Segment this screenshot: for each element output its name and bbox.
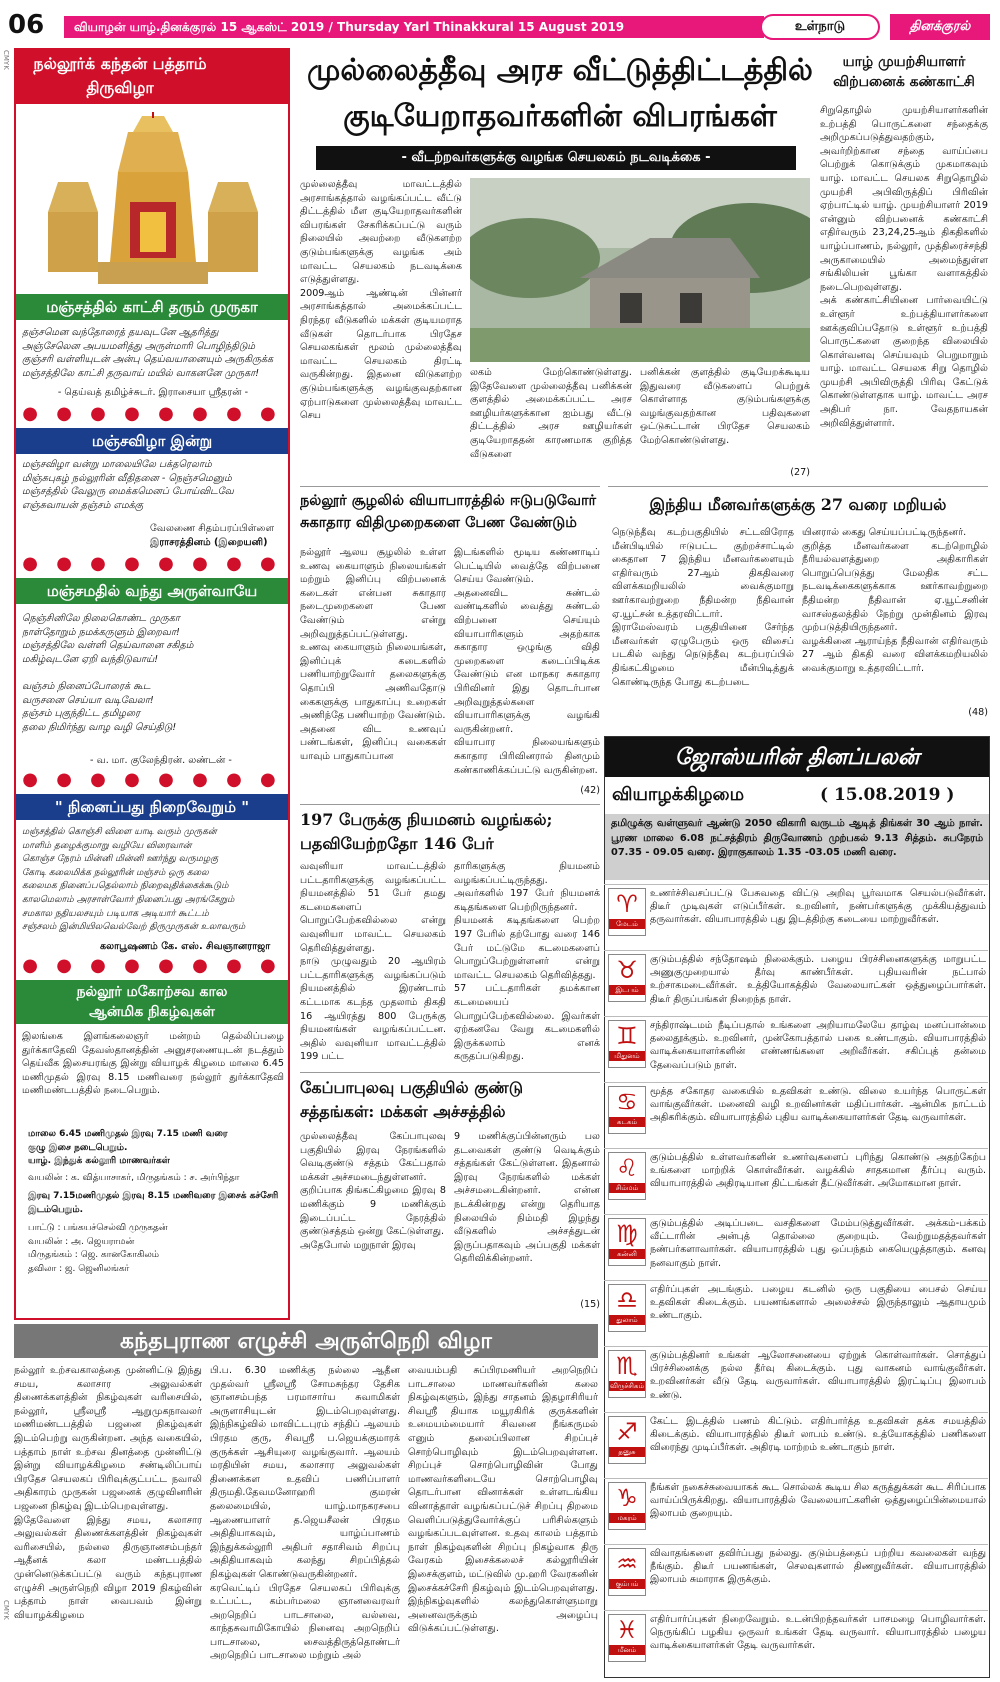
section-body: நெஞ்சினிலே நிலைகொண்ட முருகா நாள்தோறும் நமக்கருளும் இறைவா! மஞ்சத்திலே வள்ளி தெய்வானை சகிதம் மகிழ்வுடனே ஏறி வந்திடுவாய்! வஞ்சம் நினைப்போரைக் கூட வருசனை செய்யா வடிவேலா! தஞ்சம் புகுந்திட்ட தமிழரை தலை நிமிர்ந்து வாழ வழி செய்திடு! xyxy=(22,613,194,733)
blast-body: முல்லைத்தீவு கேப்பாபுலவு பகுதியில் இரவு நேரங்களில் வெடிகுண்டு சத்தம் கேட்பதால் மக்கள் அச்சமடைந்துள்ளனர். குறிப்பாக திங்கட்கிழமை இரவு 8 மணிக்கும் 9 மணிக்கும் இடைப்பட்ட நேரத்தில் குண்டுசத்தம் ஒன்று கேட்டுள்ளது. அதேபோல் மறுநாள் இரவு xyxy=(300,1131,446,1251)
lead-subhead: - வீடற்றவர்களுக்கு வழங்க செயலகம் நடவடிக்கை - xyxy=(316,146,796,170)
zodiac-glyph: ♉ xyxy=(616,956,638,984)
zodiac-sign-icon xyxy=(608,1218,646,1266)
zodiac-glyph: ♑ xyxy=(616,1484,638,1512)
zodiac-glyph: ♓ xyxy=(616,1616,638,1644)
zodiac-prediction: நீங்கள் நகைச்சுவையாகக் கூட சொல்லக் கூடிய சில கருத்துக்கள் கூட சிரிப்பாக வாய்ப்பிருக்கிறது. வியாபாரத்தில் வேலையாட்களின் ஒத்துழைப்பின்மையால் இலாபம் குறையும். xyxy=(650,1482,986,1520)
fish-headline: இந்திய மீனவர்களுக்கு 27 வரை மறியல் xyxy=(649,495,947,514)
section-body: மஞ்சவிழா வன்று மாலையிலே பக்தரெலாம் மிஞ்சுபுகழ் நல்லூரின் வீதிதனை - நெஞ்சமெனும் மஞ்சத்தில் வேலுரு மைக்கமெனப் போய்விடவே எஞ்சுவாயன் தஞ்சம் எமக்கு xyxy=(22,459,234,511)
appoint-body: வவுனியா மாவட்டத்தில் பட்டதாரிகளுக்கு வழங்கப்பட்ட நியமனத்தில் 51 பேர் தமது கடமைகளைப் பொறுப்பேற்கவில்லை என்று வவுனியா மாவட்ட செயலகம் தெரிவித்துள்ளது. நாடு முழுவதும் 20 ஆயிரம் பட்டதாரிகளுக்கு வழங்கப்படும் நியமனத்தில் இரண்டாம் கட்டமாக கடந்த முதலாம் திகதி 16 ஆயிரத்து 800 பேருக்கு நியமனங்கள் வழங்கப்பட்டன. அதில் வவுனியா மாவட்டத்தில் 199 பட்ட xyxy=(300,861,446,1063)
schedule: இரவு 7.15மணிமுதல் இரவு 8.15 மணிவரை இசைக் கச்சேரி இடம்பெறும். xyxy=(28,1191,279,1215)
lead-body: முல்லைத்தீவு மாவட்டத்தில் அரசாங்கத்தால் வழங்கப்பட்ட வீட்டு திட்டத்தில் மீள குடியேறாதவர்களின் விபரங்கள் சேகரிக்கப்பட்டு வரும் நிலையில் அவற்றை வீடுகளற்ற குடும்பங்களுக்கு வழங்க அம் மாவட்ட செயலகம் நடவடிக்கை எடுத்துள்ளது. 2009ஆம் ஆண்டின் பின்னர் அரசாங்கத்தால் அமைக்கப்பட்ட நிரந்தர வீடுகளில் மக்கள் குடியமராத வீடுகள் தொடர்பாக பிரதேச செயலகங்கள் மூலம் முல்லைத்தீவு மாவட்ட செயலகம் திரட்டி வருகின்றது. இதனை விடுகளற்ற குடும்பங்களுக்கு வழங்குவதற்கான ஏற்பாடுகளை முல்லைத்தீவு மாவட்ட செய xyxy=(300,179,462,422)
lead-headline: முல்லைத்தீவு அரச வீட்டுத்திட்டத்தில் xyxy=(307,53,813,88)
zodiac-sign-icon xyxy=(608,954,646,1002)
blast-headline: கேப்பாபுலவு பகுதியில் குண்டு xyxy=(300,1078,524,1097)
fish-body: நெடுந்தீவு கடற்பகுதியில் சட்டவிரோத மீன்பிடியில் ஈடுபட்ட குற்றச்சாட்டில் கைதான 7 இந்திய மீனவர்களையும் எதிர்வரும் 27ஆம் திகதிவரை விளக்கமறியலில் வைக்குமாறு ஊர்காவற்றுறை நீதிமன்ற நீதிவான் ஏ.யூட்சன் உத்தரவிட்டார். இராமேஸ்வரம் பகுதியினை சேர்ந்த மீனவர்கள் ஏழுபேரும் ஒரு விசைப் படகில் வந்து நெடுந்தீவு கடற்பரப்பில் திங்கட்கிழமை மீன்பிடித்துக் கொண்டிருந்த போது கடற்படை xyxy=(612,527,794,688)
zodiac-sign-icon xyxy=(608,1350,646,1398)
appoint-body: தாரிகளுக்கு நியமனம் வழங்கப்பட்டிருந்தது. அவர்களில் 197 பேர் நியமனக் கடிதங்களை பெற்றிருந்தனர். நியமனக் கடிதங்களை பெற்ற 197 பேரில் தற்போது வரை 146 பேர் மட்டுமே கடமைகளைப் பொறுப்பேற்றுள்ளனர் என்று மாவட்ட செயலகம் தெரிவித்தது. 57 பட்டதாரிகள் தமக்கான கடமையைப் பொறுப்பேற்கவில்லை. இவர்கள் ஏற்கனவே வேறு கடமைகளில் இருக்கலாம் எனக் கருதப்படுகிறது. xyxy=(454,861,600,1063)
zodiac-name: மிதுனம் xyxy=(609,1051,645,1061)
zodiac-sign-icon xyxy=(608,1614,646,1662)
zodiac-prediction: கேட்ட இடத்தில் பணம் கிட்டும். எதிர்பார்த்த உதவிகள் தக்க சமயத்தில் கிடைக்கும். வியாபாரத்தில் திடீர் லாபம் உண்டு. உத்யோகத்தில் பணிகளை விரைந்து முடிப்பீர்கள். அதிரடி மாற்றம் உண்டாகும் நாள். xyxy=(650,1416,986,1454)
nallur-body: இடங்களில் மூடிய கண்ணாடிப் பெட்டியில் வைத்தே விற்பனை செய்ய வேண்டும். அதனைவிட சுண்டல் வண்டிகளில் வைத்து சுண்டல் விற்பனை செய்யும் வியாபாரிகளும் அதற்காக சுகாதார ஒழுங்கு விதி முறைகளை கடைப்பிடிக்க வேண்டும் என மாநகர சுகாதார பிரிவினர் இது தொடர்பான அறிவுறுத்தல்களை வியாபாரிகளுக்கு வழங்கி வருகின்றனர். வியாபார நிலையங்களும் சுகாதார பிரிவினரால் தினமும் கண்காணிக்கப்பட்டு வருகின்றன. xyxy=(454,547,600,776)
section-body: மஞ்சத்தில் கொஞ்சி விளை யாடி வரும் முருகன் மாளிம் தழைக்குமாறு வழியே விரைவான் கொஞ்ச நேரம் மின்னி மின்னி ஊர்ந்து வருமழகு கோடி கலைமிக்க நல்லூரின் மஞ்சம் ஒரு கலை கலைமக நினைப்பதெல்லாம் நிறைவுதிக்கைக்கூடும் காலமெலாம் அரசாள்வோர் நினைப்பது அரங்கேறும் சமகால நதியலசயும் படியாக அடியார் கூட்டம் சஞ்சலம் இன்மியிலவெல்வேற் திருமுருகன் உலாவரும் xyxy=(22,827,246,933)
horoscope-sign-row xyxy=(604,1478,988,1545)
author: வேலணை சிதம்பரப்பிள்ளை xyxy=(150,523,275,534)
zodiac-prediction: குடும்பத்தில் அடிப்படை வசதிகளை மேம்படுத்துவீர்கள். அக்கம்-பக்கம் வீட்டாரின் அன்புத் தொல்லை குறையும். வேற்றுமதத்தவர்கள் நண்பர்களாவார்கள். வியாபாரத்தில் புது ஒப்பந்தம் கையெழுத்தாகும். கனவு நனவாகும் நாள். xyxy=(650,1218,986,1269)
zodiac-name: கும்பம் xyxy=(609,1579,645,1589)
lead-headline: குடியேறாதவர்களின் விபரங்கள் xyxy=(343,99,777,134)
zodiac-sign-icon xyxy=(608,1482,646,1530)
horoscope-sign-row xyxy=(604,1280,988,1347)
section-title: மஞ்சத்தில் காட்சி தரும் முருகா xyxy=(16,294,288,320)
rule xyxy=(300,486,600,487)
horoscope-day: வியாழக்கிழமை xyxy=(612,784,745,805)
zodiac-name: கன்னி xyxy=(609,1249,645,1259)
zodiac-glyph: ♊ xyxy=(616,1022,638,1050)
zodiac-glyph: ♍ xyxy=(616,1220,638,1248)
author: - தெய்வத் தமிழ்ச்சுடர். இராசையா ஸ்ரீதரன் - xyxy=(57,387,249,398)
page-number: 06 xyxy=(8,10,45,40)
section-title: மஞ்சமதில் வந்து அருள்வாயே xyxy=(16,578,288,604)
horoscope-sign-row xyxy=(604,1148,988,1215)
zodiac-prediction: மூத்த சகோதர வகையில் உதவிகள் உண்டு. விலை உயர்ந்த பொருட்கள் வாங்குவீர்கள். மனைவி வழி உறவினர்கள் மதிப்பார்கள். ஆன்மிக நாட்டம் அதிகரிக்கும். வியாபாரத்தில் புதிய வாடிக்கையாளர்கள் தேடி வருவார்கள். xyxy=(650,1086,986,1124)
kantha-banner: கந்தபுராண எழுச்சி அருள்நெறி விழா xyxy=(14,1324,598,1358)
expo-headline: யாழ் முயற்சியாளர் விற்பனைக் கண்காட்சி xyxy=(833,54,975,90)
zodiac-name: மகரம் xyxy=(609,1513,645,1523)
zodiac-prediction: எதிர்பார்ப்புகள் நிறைவேறும். உடன்பிறந்தவர்கள் பாசமழை பொழிவார்கள். நெருங்கிப் பழகிய ஒருவர் உங்கள் தேடி வருவார். வியாபாரத்தில் பழைய வாடிக்கையாளர்கள் தேடி வருவார்கள். xyxy=(650,1614,986,1652)
horoscope-date: ( 15.08.2019 ) xyxy=(820,785,955,805)
horoscope-sign-row xyxy=(604,1544,988,1611)
horoscope-sign-row xyxy=(604,1346,988,1413)
horoscope-sign-row xyxy=(604,1016,988,1083)
section-title: " நினைப்பது நிறைவேறும் " xyxy=(16,794,288,820)
zodiac-sign-icon xyxy=(608,888,646,936)
fish-body: யினரால் கைது செய்யப்பட்டிருந்தனர். குறித்த மீனவர்களை கடற்றொழில் நீரியல்வளத்துறை அதிகாரிகள் பொறுப்பெடுத்து மேலதிக சட்ட நடவடிக்கைகளுக்காக ஊர்காவற்றுறை நீதிமன்ற நீதிவான் ஏ.யூட்சனின் வாசஸ்தலத்தில் நேற்று முன்தினம் இரவு முற்படுத்தியிருந்தனர். வழக்கினை ஆராய்ந்த நீதிவான் எதிர்வரும் 27 ஆம் திகதி வரை விளக்கமறியலில் வைக்குமாறு உத்தரவிட்டார். xyxy=(802,527,988,674)
horoscope-sign-row xyxy=(604,1082,988,1149)
festival-banner-title: நல்லூர்க் கந்தன் பத்தாம் திருவிழா xyxy=(33,54,207,97)
zodiac-name: துலாம் xyxy=(609,1315,645,1325)
logo: தினக்குரல் xyxy=(890,14,990,40)
author: இராசரத்தினம் (இறையனி) xyxy=(150,537,268,548)
zodiac-prediction: குடும்பத்தில் உள்ளவர்களின் உணர்வுகளைப் புரிந்து கொண்டு அதற்கேற்ப உங்களை மாற்றிக் கொள்வீர்கள். வழக்கில் சாதகமான தீர்ப்பு வரும். வியாபாரத்தில் அதிரடியான திட்டங்கள் தீட்டுவீர்கள். அமோகமான நாள். xyxy=(650,1152,986,1190)
author: - வ. மா. குலேந்திரன். லண்டன் - xyxy=(90,755,232,766)
temple-image xyxy=(18,112,282,288)
kantha-body: பி.ப. 6.30 மணிக்கு நல்லை ஆதீன முதல்வர் ஸ்ரீலஸ்ரீ சோமசுந்தர தேசிக ஞானசம்பந்த பரமாசார்ய சுவாமிகள் அருளாசியுடன் இடம்பெறவுள்ளது. இந்நிகழ்வில் மாவிட்டபுரம் சந்திப் ஆலயம் பிரதம குரு, சிவஸ்ரீ ப.ஜெயக்குமாரக் குருக்கள் ஆசியுரை வழங்குவார். ஆலயம் மரதியின் சமய, கலாசார அலுவல்கள் திணைக்கள உதவிப் பணிப்பாளர் திருமதி.தேவமனோஹரி குமரன் தலைமையில், யாழ்.மாநகரசபை ஆணையாளர் த.ஜெயசீலன் பிரதம அதிதியாகவும், யாழ்ப்பாணம் இந்துக்கல்லூரி அதிபர் சதாசிவம் சிறப்பு அதிதியாகவும் கலந்து சிறப்பித்தல் நிகழ்வுகள் கொண்டுவருகின்றனர். கரவெட்டிப் பிரதேச செயலகப் பிரிவுக்கு உட்பட்ட, கம்பர்மலை ஞானவைரவர் அறநெறிப் பாடசாலை, வல்வை, காந்தசுவாமிகோயில் நினைவு அறநெறிப் பாடசாலை, சைவத்திருத்தொண்டர் அறநெறிப் பாடசாலை மற்றும் அல் xyxy=(210,1365,400,1662)
article-ref: (27) xyxy=(790,467,810,478)
author: கலாபூஷணம் கே. எஸ். சிவஞானராஜா xyxy=(100,941,271,952)
zodiac-sign-icon xyxy=(608,1284,646,1332)
divider-dots: ● ● ● ● ● ● ● ● xyxy=(22,404,282,424)
divider-dots: ● ● ● ● ● ● ● ● xyxy=(22,770,282,790)
zodiac-sign-icon xyxy=(608,1086,646,1134)
schedule: பாட்டு : பங்கயச்செல்வி முருகதன் வயலின் : அ. ஜெயராமன் மிருதங்கம் : ஜெ. கானகோகிலம் தவிலா : ஜ. ஜெனிலங்கர் xyxy=(28,1223,168,1274)
zodiac-sign-icon xyxy=(608,1020,646,1068)
zodiac-glyph: ♎ xyxy=(616,1286,638,1314)
zodiac-name: மேடம் xyxy=(609,919,645,929)
zodiac-prediction: எதிர்ப்புகள் அடங்கும். பழைய கடனில் ஒரு பகுதியை பைசல் செய்ய உதவிகள் கிடைக்கும். பயணங்களால் அலைச்சல் இருந்தாலும் ஆதாயமும் உண்டாகும். xyxy=(650,1284,986,1322)
zodiac-prediction: விவாதங்களை தவிர்ப்பது நல்லது. குடும்பத்தைப் பற்றிய கவலைகள் வந்து நீங்கும். திடீர் பயணங்கள், செலவுகளால் திணறுவீர்கள். வியாபாரத்தில் இலாபம் சுமாராக இருக்கும். xyxy=(650,1548,986,1586)
article-ref: (48) xyxy=(968,707,988,718)
horoscope-sign-row xyxy=(604,950,988,1017)
schedule: வயலின் : க. வித்யாசாகர், மிருதங்கம் : ச. அர்பிந்தா xyxy=(28,1173,240,1183)
divider-dots: ● ● ● ● ● ● ● ● xyxy=(22,554,282,574)
horoscope-intro: தமிழுக்கு வள்ளுவர் ஆண்டு 2050 விகாரி வருடம் ஆடித் திங்கள் 30 ஆம் நாள். பூரண மாலை 6.08 நட்சத்திரம் திருவோணம் முற்பகல் 9.13 சித்தம். சுபநேரம் 07.35 - 09.05 வரை. இராகுகாலம் 1.35 -03.05 மணி வரை. xyxy=(605,814,989,880)
zodiac-sign-icon xyxy=(608,1548,646,1596)
zodiac-glyph: ♏ xyxy=(616,1352,638,1380)
lead-body: லகம் மேற்கொண்டுள்ளது. இதேவேளை முல்லைத்தீவு பனிக்கன் குளத்தில் அமைக்கப்பட்ட அரச ஊழியர்களுக்கான ஐம்பது வீட்டு திட்டத்தில் அரச ஊழியர்கள் குடியேறாததன் காரணமாக குறித்த வீடுகளை xyxy=(470,367,632,460)
section-label: உள்நாடு xyxy=(760,14,880,40)
rule xyxy=(608,486,988,487)
zodiac-glyph: ♒ xyxy=(616,1550,638,1578)
blast-body: 9 மணிக்குப்பின்னரும் பல தடவைகள் குண்டு வெடிக்கும் சத்தங்கள் கேட்டுள்ளன. இதனால் இரவு நேரங்களில் மக்கள் அச்சமடைகின்றனர். என்ன நடக்கின்றது என்று தெரியாத நிலையில் நிம்மதி இழந்து வீடுகளில் அச்சத்துடன் இருப்பதாகவும் அப்பகுதி மக்கள் தெரிவிக்கின்றனர். xyxy=(454,1131,600,1265)
schedule: மாலை 6.45 மணிமுதல் இரவு 7.15 மணி வரை குழு இசை நடைபெறும். யாழ். இந்துக் கல்லூரி மாணவர்கள் xyxy=(28,1129,228,1167)
house-photo xyxy=(470,178,810,362)
section-title: மஞ்சவிழா இன்று xyxy=(16,428,288,454)
divider-dots: ● ● ● ● ● ● ● ● xyxy=(22,956,282,976)
zodiac-prediction: உணர்ச்சிவசப்பட்டு பேசுவதை விட்டு அறிவு பூர்வமாக செயல்படுவீர்கள். திடீர் முடிவுகள் எடுப்பீர்கள். உறவினர், நண்பர்களுக்கு முக்கியத்துவம் தருவார்கள். வியாபாரத்தில் புது இடத்திற்கு கடையை மாற்றுவீர்கள். xyxy=(650,888,986,926)
rule xyxy=(300,804,600,805)
kantha-body: நல்லூர் உற்சவகாலத்தை முன்னிட்டு இந்து சமய, கலாசார அலுவல்கள் திணைக்களத்தின் நிகழ்வுகள் வரிசையில், நல்லூர், ஸ்ரீலஸ்ரீ ஆறுமுகநாவலர் மணிமண்டபத்தில் பஜனை நிகழ்வுகள் இடம்பெற்று வருகின்றன. அந்த வகையில், பத்தாம் நாள் உற்சவ தினத்தை முன்னிட்டு இன்று வியாழக்கிழமை சண்டிலிப்பாய் பிரதேச செயலகப் பிரிவுக்குட்பட்ட நவாலி அதிகாரம் முருகன் பஜனைக் குழுவினரின் பஜனை நிகழ்வு இடம்பெறவுள்ளது. இதேவேளை இந்து சமய, கலாசார அலுவல்கள் திணைக்களத்தின் நிகழ்வுகள் வரிசையில், நல்லை திருஞானசம்பந்தர் ஆதீனக் கலா மண்டபத்தில் முன்னெடுக்கப்பட்டு வரும் கந்தபுராண எழுச்சி அருள்நெறி விழா 2019 நிகழ்வின் பத்தாம் நாள் வைபவம் இன்று வியாழக்கிழமை xyxy=(14,1365,202,1621)
blast-headline: சத்தங்கள்: மக்கள் அச்சத்தில் xyxy=(300,1102,506,1121)
zodiac-glyph: ♐ xyxy=(616,1418,638,1446)
zodiac-name: தனுசு xyxy=(609,1447,645,1457)
horoscope-sign-row xyxy=(604,1610,988,1677)
dateline: வியாழன் யாழ்.தினக்குரல் 15 ஆகஸ்ட் 2019 / Thursday Yarl Thinakkural 15 August 2019 xyxy=(74,20,625,34)
article-ref: (42) xyxy=(580,785,600,796)
zodiac-name: இடபம் xyxy=(609,985,645,995)
zodiac-prediction: குடும்பத்தில் சந்தோஷம் நிலைக்கும். பழைய பிரச்சினைகளுக்கு மாறுபட்ட அணுகுமுறையால் தீர்வு காண்பீர்கள். புதியவரின் நட்பால் உற்சாகமடைவீர்கள். உத்தியோகத்தில் வேலையாட்கள் ஒத்துழைப்பார்கள். திடீர் திருப்பங்கள் நிறைந்த நாள். xyxy=(650,954,986,1005)
horoscope-sign-row xyxy=(604,884,988,951)
zodiac-glyph: ♌ xyxy=(616,1154,638,1182)
zodiac-name: சிம்மம் xyxy=(609,1183,645,1193)
zodiac-prediction: சந்திராஷ்டமம் நீடிப்பதால் உங்களை அறியாமலேயே தாழ்வு மனப்பான்மை தலைதூக்கும். உறவினர், முன்கோபத்தால் பகை உண்டாகும். வியாபாரத்தில் வாடிக்கையாளர்களின் எண்ணங்களை அறிவீர்கள். சகிப்புத் தன்மை தேவைப்படும் நாள். xyxy=(650,1020,986,1071)
expo-body: சிறுதொழில் முயற்சியாளர்களின் உற்பத்தி பொருட்களை சந்தைக்கு அறிமுகப்படுத்துவதற்கும், அவர்றிற்கான சந்தை வாய்ப்பை பெற்றுக் கொடுக்கும் முகமாகவும் யாழ். மாவட்ட செயலக சிறுதொழில் முயற்சி அபிவிருத்திப் பிரிவின் ஏற்பாட்டில் யாழ். முயற்சியாளர் 2019 என்னும் விற்பனைக் கண்காட்சி எதிர்வரும் 23,24,25ஆம் திகதிகளில் யாழ்ப்பாணம், நல்லூர், முத்திரைச்சந்தி அருகாமையில் அமைந்துள்ள சங்கிலியன் பூங்கா வளாகத்தில் நடைபெறவுள்ளது. அக் கண்காட்சியினை பார்வையிட்டு உள்ளூர் உற்பத்தியாளர்களை ஊக்குவிப்பதோடு உள்ளூர் உற்பத்தி பொருட்களை குறைந்த விலையில் கொள்வனவு செய்யவும் பெறுமாறும் யாழ். மாவட்ட செயலக சிறு தொழில் முயற்சி அபிவிருத்தி பிரிவு கேட்டுக் கொண்டுள்ளதாக யாழ். மாவட்ட அரச அதிபர் நா. வேதநாயகன் அறிவித்துள்ளார். xyxy=(820,105,988,429)
zodiac-name: கடகம் xyxy=(609,1117,645,1127)
zodiac-name: மீனம் xyxy=(609,1645,645,1655)
nallur-headline: நல்லூர் சூழலில் வியாபாரத்தில் ஈடுபடுவோர் சுகாதார விதிமுறைகளை பேண வேண்டும் xyxy=(300,492,597,531)
zodiac-sign-icon xyxy=(608,1416,646,1464)
cmyk-mark-top: CMYK xyxy=(2,50,10,70)
horoscope-title: ஜோஸ்யரின் தினப்பலன் xyxy=(605,737,989,777)
zodiac-glyph: ♋ xyxy=(616,1088,638,1116)
section-body: இலங்கை இளங்கலைஞர் மன்றம் தெல்லிப்பழை துர்க்காதேவி தேவஸ்தானத்தின் அனுசரணையுடன் நடத்தும் தெய்வீக இசையரங்கு இன்று வியாழக் கிழமை மாலை 6.45 மணிமுதல் இரவு 8.15 மணிவரை நல்லூர் துர்க்காதேவி மணிமண்டபத்தில் நடைபெறும். xyxy=(22,1031,284,1097)
horoscope-sign-row xyxy=(604,1214,988,1281)
article-ref: (15) xyxy=(580,1299,600,1310)
kantha-body: வையம்பதி சுப்பிரமணியர் அறநெறிப் பாடசாலை மாணவர்களின் கலை நிகழ்வுகளும், இந்து சாதனம் இதழாசிரியர் சிவஸ்ரீ தியாக மயூரகிரிக் குருக்களின் உமையம்மையார் சிவனை நீங்கருமல் எனும் தலைப்பிலான சிறப்புச் சொற்பொழிவும் இடம்பெறவுள்ளன. சிறப்புச் சொற்பொழிவின் போது மாணவர்களிடையே சொற்பொழிவு தொடர்பான வினாக்கள் உள்ளடங்கிய வினாத்தாள் வழங்கப்பட்டுச் சிறப்பு திறமை வெளிப்படுத்துவோர்க்குப் பரிசில்களும் வழங்கப்படவுள்ளன. உதவு காலம் பத்தாம் நாள் நிகழ்வுகளின் சிறப்பு நிகழ்வாக திரு வேரகம் இசைக்கலைச் கல்லூரியின் இசைக்குளம், மட்டுவில் மு.ஹரி வேரகனின் இசைக்கச்சேரி நிகழ்வும் இடம்பெறவுள்ளது. இந்நிகழ்வுகளில் கலந்துகொள்ளுமாறு அனைவருக்கும் அழைப்பு விடுக்கப்பட்டுள்ளது. xyxy=(408,1365,598,1635)
horoscope-sign-row xyxy=(604,1412,988,1479)
section-body: தஞ்சமென வந்தோரைத் தயவுடனே ஆதரித்து அஞ்சேலென அபயமளித்து அருள்மாரி பொழிந்திடும் குஞ்சரி வள்ளியுடன் அன்பு தெய்வயானையும் அருகிருக்க மஞ்சத்திலே காட்சி தருவாய் மயில் வாகனனே முருகா! xyxy=(22,327,274,379)
zodiac-name: விருச்சிகம் xyxy=(610,1382,644,1390)
cmyk-mark-bottom: CMYK xyxy=(2,1600,10,1620)
zodiac-sign-icon xyxy=(608,1152,646,1200)
appoint-headline: பதவியேற்றதோ 146 பேர் xyxy=(300,834,494,853)
lead-body: பனிக்கன் குளத்தில் குடியேறக்கூடிய இதுவரை வீடுகளைப் பெற்றுக் கொள்ளாத குடும்பங்களுக்கு வழங்குவதற்கான பதிவுகளை ஒட்டுசுட்டான் பிரதேச செயலகம் மேற்கொண்டுள்ளது. xyxy=(640,367,810,446)
rule xyxy=(300,1072,600,1073)
nallur-body: நல்லூர் ஆலய சூழலில் உள்ள உணவு கையாளும் நிலையங்கள் மற்றும் இனிப்பு விற்பனைக் கடைகள் என்பன சுகாதார நடைமுறைகளை பேண வேண்டும் என்று அறிவுறுத்தப்பட்டுள்ளது. உணவு கையாளும் நிலையங்கள், இனிப்புக் கடைகளில் பணியாற்றுவோர் தலைகளுக்கு தொப்பி அணிவதோடு கைகளுக்கு பாதுகாப்பு உறைகள் அணிந்தே பணியாற்ற வேண்டும். அதனை விட உணவுப் பண்டங்கள், இனிப்பு வகைகள் யாவும் பாதுகாப்பான xyxy=(300,547,446,762)
section-title: நல்லூர் மகோற்சவ கால ஆன்மிக நிகழ்வுகள் xyxy=(16,980,288,1024)
zodiac-prediction: குடும்பத்தினர் உங்கள் ஆலோசனையை ஏற்றுக் கொள்வார்கள். சொத்துப் பிரச்சினைக்கு நல்ல தீர்வு கிடைக்கும். புது வாகனம் வாங்குவீர்கள். உறவினர்கள் வீடு தேடி வருவார்கள். வியாபாரத்தில் இரட்டிப்பு இலாபம் உண்டு. xyxy=(650,1350,986,1401)
zodiac-glyph: ♈ xyxy=(616,890,638,918)
appoint-headline: 197 பேருக்கு நியமனம் வழங்கல்; xyxy=(300,810,553,829)
